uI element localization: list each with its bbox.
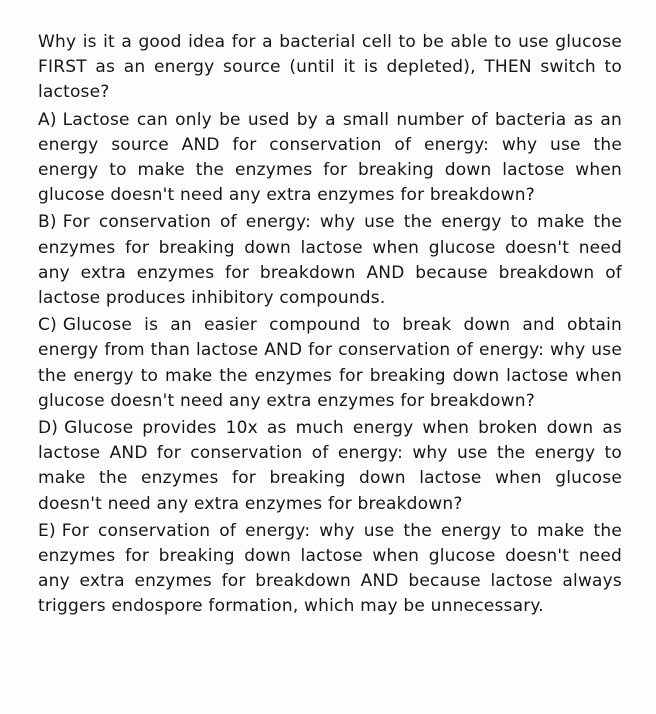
option-text: For conservation of energy: why use the energy to make the enzymes for breaking down lactose when glucose doesn't need any extra enzymes for breakdown AND because breakdown of lactose produces inhibitory compounds.	[38, 212, 622, 309]
question-text: Why is it a good idea for a bacterial cell to be able to use glucose FIRST as an energy source (until it is depleted), THEN switch to lactose?	[38, 32, 622, 103]
answer-option-c	[38, 313, 622, 414]
answer-option-a	[38, 108, 622, 209]
option-letter: C)	[38, 315, 57, 336]
option-letter: A)	[38, 109, 57, 130]
option-text: For conservation of energy: why use the energy to make the enzymes for breaking down lactose when glucose doesn't need any extra enzymes for breakdown AND because lactose always triggers endospore formation, which may be unnecessary.	[38, 520, 622, 617]
answer-option-d	[38, 416, 622, 517]
option-text: Glucose is an easier compound to break down and obtain energy from than lactose AND for conservation of energy: why use the energy to make the enzymes for breaking down lactose when glucose doesn't need any extra enzymes for breakdown?	[38, 315, 622, 411]
question-block	[38, 30, 622, 622]
option-letter: E)	[38, 520, 56, 541]
option-letter: D)	[38, 418, 59, 439]
answer-option-b	[38, 210, 622, 311]
option-text: Glucose provides 10x as much energy when broken down as lactose AND for conservation of energy: why use the energy to make the enzymes for breaking down lactose when glucose doesn't need any extra enzymes for breakdown?	[38, 418, 622, 514]
option-text: Lactose can only be used by a small number of bacteria as an energy source AND for conservation of energy: why use the energy to make the enzymes for breaking down lactose when glucose doesn't need any extra enzymes for breakdown?	[38, 109, 622, 206]
answer-option-e	[38, 519, 622, 620]
option-letter: B)	[38, 212, 57, 233]
